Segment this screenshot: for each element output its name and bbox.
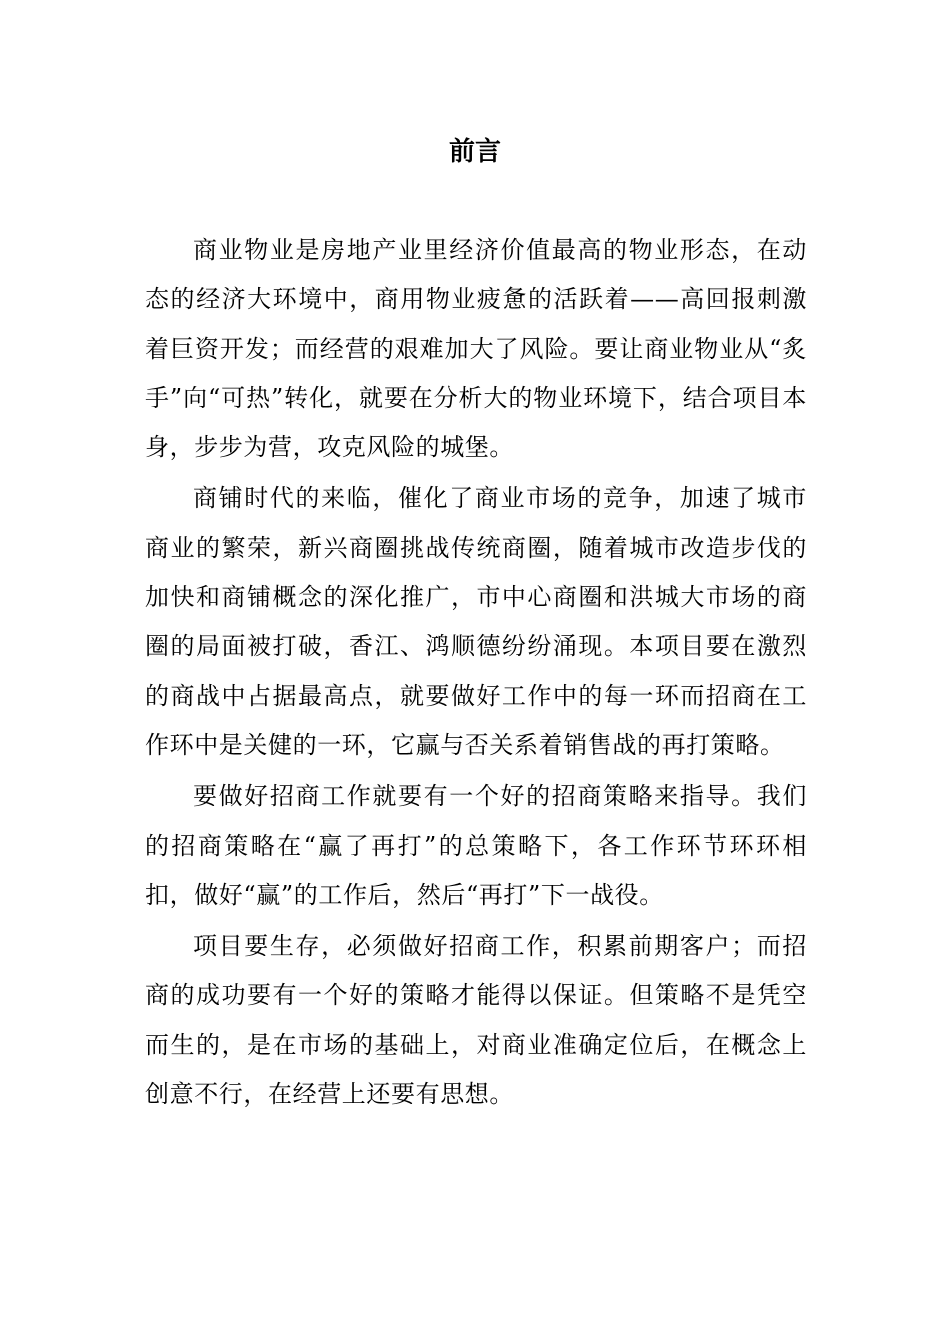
- paragraph-2: 商铺时代的来临，催化了商业市场的竞争，加速了城市商业的繁荣，新兴商圈挑战传统商圈，随着城市改造步伐的加快和商铺概念的深化推广，市中心商圈和洪城大市场的商圈的局面被打破，香江、鸿顺德纷纷涌现。本项目要在激烈的商战中占据最高点，就要做好工作中的每一环而招商在工作环中是关健的一环，它赢与否关系着销售战的再打策略。: [145, 484, 807, 759]
- paragraph-1: 商业物业是房地产业里经济价值最高的物业形态，在动态的经济大环境中，商用物业疲惫的活跃着——高回报刺激着巨资开发；而经营的艰难加大了风险。要让商业物业从“炙手”向“可热”转化，就要在分析大的物业环境下，结合项目本身，步步为营，攻克风险的城堡。: [145, 236, 807, 462]
- paragraph-3: 要做好招商工作就要有一个好的招商策略来指导。我们的招商策略在“赢了再打”的总策略下，各工作环节环环相扣，做好“赢”的工作后，然后“再打”下一战役。: [145, 782, 807, 909]
- body-text: [145, 226, 807, 1121]
- paragraph-4: 项目要生存，必须做好招商工作，积累前期客户；而招商的成功要有一个好的策略才能得以保证。但策略不是凭空而生的，是在市场的基础上，对商业准确定位后，在概念上创意不行，在经营上还要有思想。: [145, 932, 807, 1109]
- page-title: 前言: [448, 137, 501, 167]
